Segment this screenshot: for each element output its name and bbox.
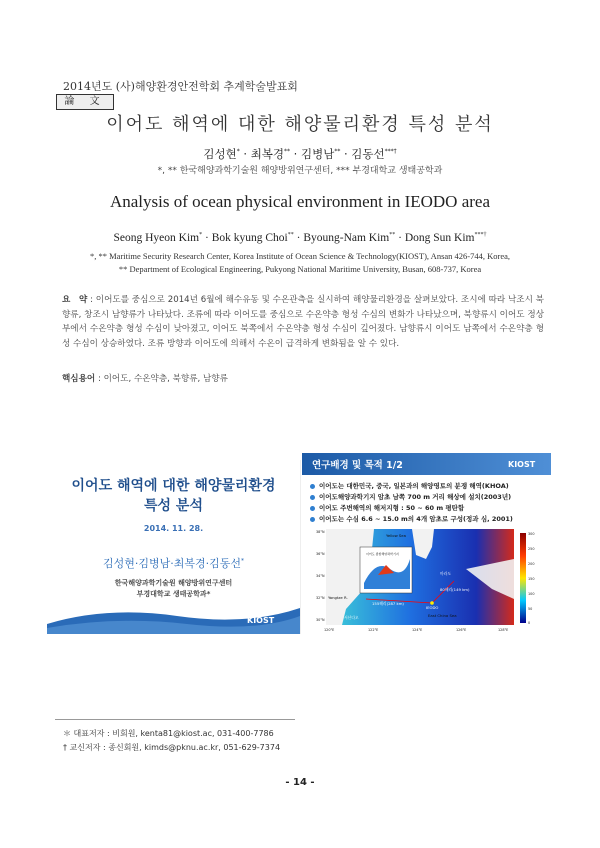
conference-title: 2014년도 (사)해양환경안전학회 추계학술발표회 (63, 80, 298, 93)
author-mark: ***† (474, 232, 487, 239)
author-name: Dong Sun Kim (404, 232, 475, 244)
author-mark: ** (287, 232, 294, 239)
slide-authors (47, 555, 300, 571)
lat-tick: 34°N (316, 574, 325, 578)
bullet-icon (310, 517, 315, 522)
footnote-coauthor: † 교신저자 : 종신회원, kimds@pknu.ac.kr, 051-629-7374 (63, 743, 281, 752)
bathymetry-map (316, 529, 544, 633)
colorbar-tick: 100 (528, 592, 535, 596)
label-east-china-sea: East China Sea (428, 613, 457, 618)
label-ieodo: IEODO (426, 605, 439, 610)
bullet-text: 이어도 주변해역의 해저지형 : 50 ~ 60 m 평탄함 (319, 504, 465, 512)
lon-tick: 120°E (324, 628, 335, 632)
bullet-text: 이어도는 수심 6.6 ~ 15.0 m의 4개 암초로 구성(정과 심, 2001) (319, 515, 513, 523)
slide-affiliation-1: 한국해양과학기술원 해양방위연구센터 (114, 579, 233, 587)
slide-bullet-list (310, 481, 550, 525)
author-name: 최복경 (250, 147, 285, 161)
colorbar-tick: 250 (528, 547, 535, 551)
kiost-logo: KIOST (247, 616, 275, 625)
label-yangtze: Yangtze R. (328, 595, 348, 600)
lon-tick: 126°E (456, 628, 467, 632)
list-item (310, 481, 550, 492)
slide-authors-mark: * (241, 557, 244, 565)
colorbar-tick: 150 (528, 577, 535, 581)
author-name: Byoung-Nam Kim (303, 232, 390, 244)
affiliation-english-2: ** Department of Ecological Engineering, Pukyong National Maritime University, Busan, 608-737, Korea (118, 264, 482, 274)
slide-affiliation-2: 부경대학교 생태공학과* (136, 590, 211, 598)
paper-title-korean: 이어도 해역에 대한 해양물리환경 특성 분석 (106, 114, 494, 135)
paper-title-english: Analysis of ocean physical environment in IEODO area (109, 192, 491, 211)
label-station: 이어도 종합해양과학기지 (366, 552, 399, 556)
colorbar-tick: 0 (528, 621, 531, 625)
slide-title (47, 476, 300, 516)
author-mark: * (236, 148, 240, 156)
affiliation-korean: *, ** 한국해양과학기술원 해양방위연구센터, *** 부경대학교 생태공학과 (157, 166, 443, 176)
slide-header-title: 연구배경 및 목적 1/2 (312, 460, 403, 471)
colorbar-tick: 300 (528, 532, 535, 536)
label-sheshan: 서산다오 (344, 615, 359, 620)
slide-title-line2: 특성 분석 (144, 498, 203, 514)
author-name: Seong Hyeon Kim (113, 232, 200, 244)
footnote-corresponding: ＊ 대표저자 : 비회원, kenta81@kiost.ac, 031-400-7786 (63, 729, 274, 738)
author-mark: ***† (384, 148, 397, 156)
slide-date: 2014. 11. 28. (143, 524, 204, 533)
label-distance-2: 80해리(149 km) (440, 587, 470, 592)
paper-type-badge: 論 文 (56, 94, 114, 110)
footnote-divider (55, 719, 295, 720)
background-slide (302, 453, 551, 635)
keywords-label: 핵심용어 (62, 374, 96, 384)
author-mark: ** (389, 232, 396, 239)
author-name: 김병남 (300, 147, 335, 161)
list-item (310, 503, 550, 514)
lat-tick: 36°N (316, 552, 325, 556)
colorbar-tick: 50 (528, 607, 533, 611)
title-slide (47, 460, 301, 634)
lon-tick: 124°E (412, 628, 423, 632)
abstract-text: : 이어도를 중심으로 2014년 6월에 해수유동 및 수온관측을 실시하여 해양물리환경을 살펴보았다. 조시에 따라 낙조시 북향류, 창조시 남향류가 나타났다. 조류에 따라 이어도를 중심으로 수온약층 형성 수심의 변화가 나타났으며, 북향류시 이어도 정상부에서 수온약층 형성 수심이 낮아졌고, 이어도 북쪽에서 수온약층 형성 수심이 깊어졌다. 남향류시 이어도 남쪽에서 수온약층 형성 수심이 상승하였다. 조류 방향과 이어도에 의해서 수온이 급격하게 변화됨을 알 수 있다. (62, 295, 544, 349)
abstract-label: 요 약 (62, 295, 88, 305)
bullet-text: 이어도해양과학기지 암초 남쪽 700 m 거리 해상에 설치(2003년) (319, 493, 512, 501)
bullet-text: 이어도는 대한민국, 중국, 일본과의 해양영토의 분쟁 해역(KHOA) (319, 482, 509, 490)
lat-tick: 38°N (316, 530, 325, 534)
slide-authors-names: 김성현·김병남·최복경·김동선 (102, 557, 241, 570)
colorbar (520, 533, 526, 623)
author-mark: ** (334, 148, 341, 156)
keywords-text: : 이어도, 수온약층, 북향류, 남향류 (95, 374, 228, 384)
slide-title-line1: 이어도 해역에 대한 해양물리환경 (71, 478, 276, 494)
authors-korean: 김성현* · 최복경** · 김병남** · 김동선***† (203, 147, 397, 161)
lat-tick: 30°N (316, 618, 325, 622)
page-number: - 14 - (285, 777, 315, 788)
lon-tick: 122°E (368, 628, 379, 632)
label-yellow-sea: Yellow Sea (386, 533, 406, 538)
authors-english: Seong Hyeon Kim* · Bok kyung Choi** · Byoung-Nam Kim** · Dong Sun Kim***† (113, 232, 487, 244)
keywords (62, 372, 228, 384)
author-name: 김동선 (351, 147, 385, 161)
list-item (310, 514, 550, 525)
colorbar-tick: 200 (528, 562, 535, 566)
list-item (310, 492, 550, 503)
author-mark: * (199, 232, 203, 239)
author-name: 김성현 (203, 147, 237, 161)
author-name: Bok kyung Choi (211, 232, 288, 244)
lat-tick: 32°N (316, 596, 325, 600)
label-distance-1: 155해리(287 km) (372, 601, 404, 606)
bullet-icon (310, 495, 315, 500)
bullet-icon (310, 484, 315, 489)
kiost-logo: KIOST (508, 460, 536, 469)
bullet-icon (310, 506, 315, 511)
author-mark: ** (284, 148, 291, 156)
lon-tick: 128°E (498, 628, 509, 632)
affiliation-english-1: *, ** Maritime Security Research Center, Korea Institute of Ocean Science & Technology(KIOST), Ansan 426-744, Korea, (89, 251, 510, 261)
label-marado: 마라도 (440, 571, 452, 576)
abstract (62, 293, 544, 351)
